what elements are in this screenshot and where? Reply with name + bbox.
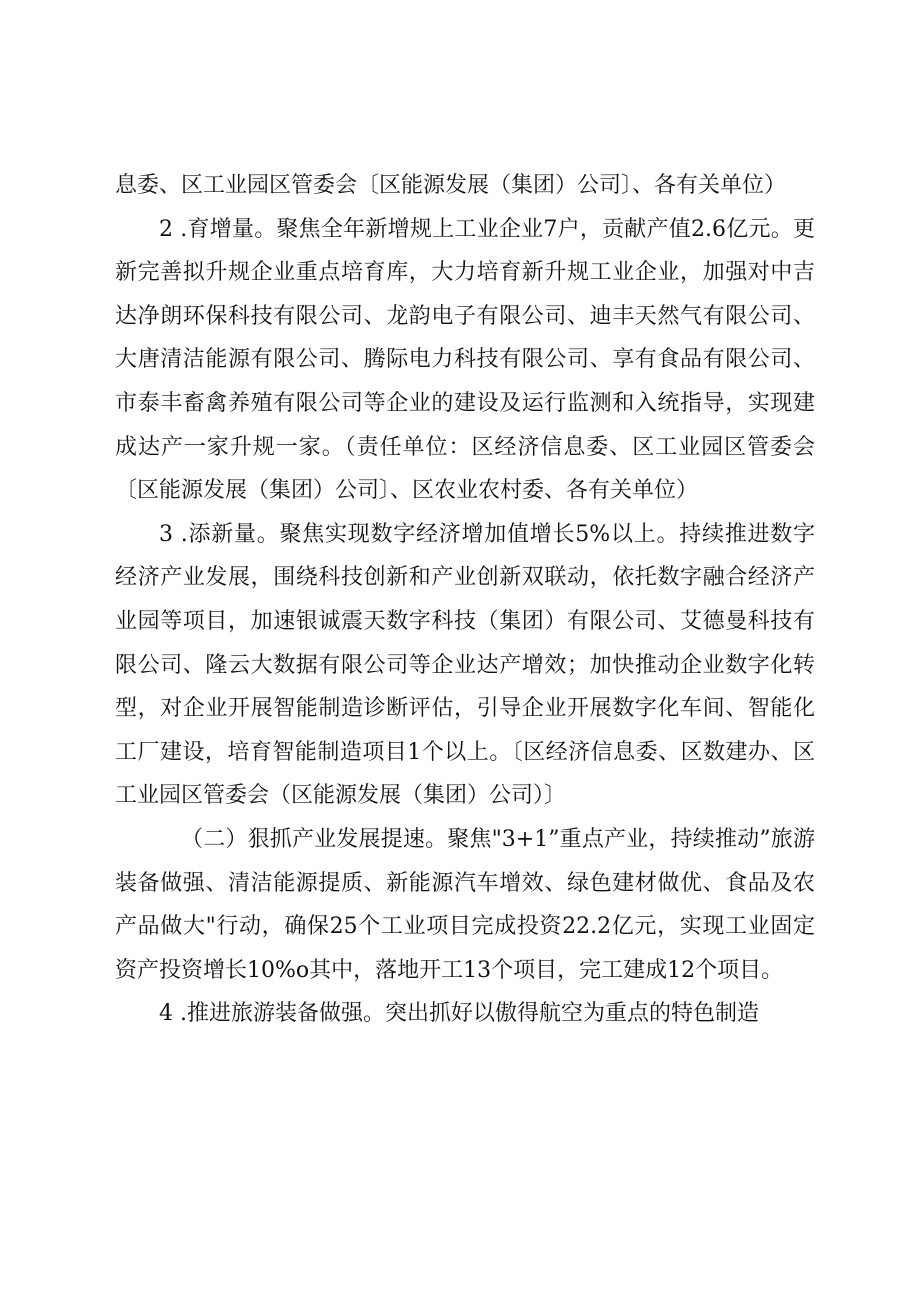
paragraph-item-2-grow-increment: 2 .育增量。聚焦全年新增规上工业企业7户，贡献产值2.6亿元。更新完善拟升规企业重点培育库，大力培育新升规工业企业，加强对中吉达净朗环保科技有限公司、龙韵电子有限公司、迪丰天然气有限公司、大唐清洁能源有限公司、腾际电力科技有限公司、享有食品有限公司、市泰丰畜禽养殖有限公司等企业的建设及运行监测和入统指导，实现建成达产一家升规一家。（责任单位：区经济信息委、区工业园区管委会〔区能源发展（集团）公司〕、区农业农村委、各有关单位） (115, 216, 815, 504)
document-body (115, 164, 815, 1036)
paragraph-continuation: 息委、区工业园区管委会〔区能源发展（集团）公司〕、各有关单位） (115, 173, 787, 198)
paragraph-item-4-tourism-equipment: 4 .推进旅游装备做强。突出抓好以傲得航空为重点的特色制造 (159, 1001, 759, 1027)
paragraph-section-2-industry-development: （二）狠抓产业发展提速。聚焦"3+1”重点产业，持续推动”旅游装备做强、清洁能源提质、新能源汽车增效、绿色建材做优、食品及农产品做大"行动，确保25个工业项目完成投资22.2亿元，实现工业固定资产投资增长10%o其中，落地开工13个项目，完工建成12个项目。 (115, 826, 815, 983)
paragraph-item-3-add-new-volume: 3 .添新量。聚焦实现数字经济增加值增长5%以上。持续推进数字经济产业发展，围绕科技创新和产业创新双联动，依托数字融合经济产业园等项目，加速银诚震天数字科技（集团）有限公司、艾德曼科技有限公司、隆云大数据有限公司等企业达产增效；加快推动企业数字化转型，对企业开展智能制造诊断评估，引导企业开展数字化车间、智能化工厂建设，培育智能制造项目1个以上。〔区经济信息委、区数建办、区工业园区管委会（区能源发展（集团）公司）〕 (115, 521, 815, 809)
